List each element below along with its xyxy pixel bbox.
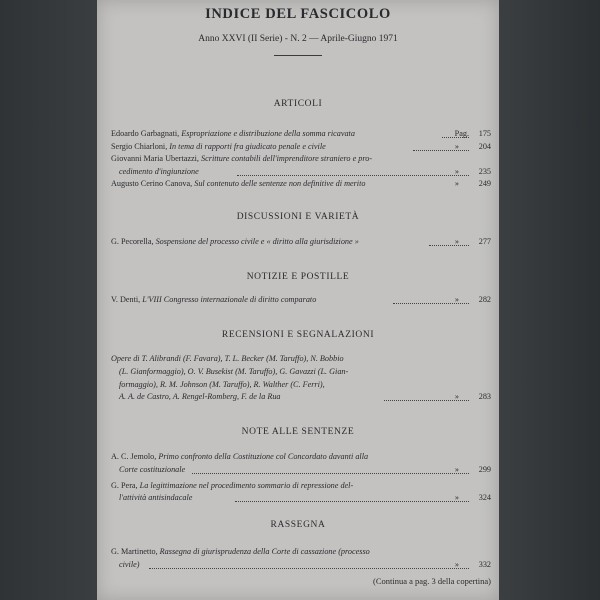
leader-dots [413, 138, 469, 151]
page-number: 204 [478, 142, 491, 151]
entry-text [111, 559, 139, 571]
leader-dots [149, 556, 469, 569]
entry-title: Opere di T. Alibrandi (F. Favara), T. L. Becker (M. Taruffo), N. Bobbio [111, 354, 344, 363]
entry-text [111, 464, 185, 476]
leader-dots [192, 461, 469, 474]
toc-entry-line [111, 236, 491, 248]
entry-title: l'attività antisindacale [119, 493, 193, 502]
page-number: 175 [478, 129, 491, 138]
entry-author: V. Denti, [111, 295, 141, 304]
section-heading: NOTIZIE E POSTILLE [246, 272, 350, 282]
toc-entry-line [111, 353, 491, 365]
entry-author: Giovanni Maria Ubertazzi, [111, 154, 199, 163]
entry-title: La legittimazione nel procedimento sommario di repressione del- [139, 481, 354, 490]
page-title: INDICE DEL FASCICOLO [205, 6, 391, 22]
page-number: 277 [478, 237, 491, 246]
background-left [0, 0, 97, 600]
entry-title: Primo confronto della Costituzione col Concordato davanti alla [158, 452, 369, 461]
toc-entry-line [111, 294, 491, 306]
entry-text [111, 236, 359, 248]
toc-entry-line [111, 559, 491, 571]
entry-text [111, 294, 316, 306]
toc-entry-line [111, 366, 491, 378]
page-prefix: » [454, 142, 459, 151]
page-number: 235 [478, 167, 491, 176]
page-number: 332 [478, 560, 491, 569]
toc-entry-line [111, 178, 491, 190]
entry-title: Scritture contabili dell'imprenditore straniero e pro- [201, 154, 373, 163]
leader-dots [429, 233, 469, 246]
page-prefix: » [454, 167, 459, 176]
section-heading: RECENSIONI E SEGNALAZIONI [221, 330, 375, 340]
entry-text [111, 141, 326, 153]
entry-text [111, 492, 192, 504]
leader-dots [235, 489, 469, 502]
entry-title: cedimento d'ingiunzione [119, 167, 199, 176]
page-number: 283 [478, 392, 491, 401]
entry-title: Corte costituzionale [119, 465, 186, 474]
continuation-note: (Continua a pag. 3 della copertina) [372, 576, 491, 586]
entry-title: In tema di rapporti fra giudicato penale e civile [169, 142, 326, 151]
entry-title: Espropriazione e distribuzione della somma ricavata [181, 129, 355, 138]
entry-title: (L. Gianformaggio), O. V. Busekist (M. Taruffo), G. Gavazzi (L. Gian- [119, 367, 349, 376]
page-number: 249 [478, 179, 491, 188]
page-prefix: » [454, 493, 459, 502]
entry-title: L'VIII Congresso internazionale di diritto comparato [142, 295, 317, 304]
page-prefix: » [454, 465, 459, 474]
toc-entry-line [111, 391, 491, 403]
entry-text [111, 166, 199, 178]
entry-author: Sergio Chiarloni, [111, 142, 168, 151]
page-prefix: » [454, 179, 459, 188]
page-prefix: » [454, 560, 459, 569]
entry-author: G. Martinetto, [111, 547, 158, 556]
page-prefix: » [454, 237, 459, 246]
page-number: 324 [478, 493, 491, 502]
entry-text [111, 353, 344, 365]
entry-title: Sospensione del processo civile e « diritto alla giurisdizione » [155, 237, 359, 246]
entry-text [111, 128, 355, 140]
issue-subtitle: Anno XXVI (II Serie) - N. 2 — Aprile-Giugno 1971 [198, 34, 398, 44]
section-heading: ARTICOLI [273, 99, 323, 109]
toc-entry-line [111, 141, 491, 153]
page-number: 282 [478, 295, 491, 304]
section-heading: RASSEGNA [270, 520, 326, 530]
entry-author: Edoardo Garbagnati, [111, 129, 180, 138]
entry-title: Sul contenuto delle sentenze non definitive di merito [194, 179, 366, 188]
page-prefix: Pag. [454, 129, 469, 138]
entry-title: Rassegna di giurisprudenza della Corte di cassazione (processo [159, 547, 370, 556]
toc-entry-line [111, 166, 491, 178]
index-page [97, 0, 499, 600]
section-heading: DISCUSSIONI E VARIETÀ [236, 212, 360, 222]
toc-entry-line [111, 492, 491, 504]
toc-entry-line [111, 464, 491, 476]
divider-rule [274, 55, 322, 56]
entry-title: formaggio), R. M. Johnson (M. Taruffo), R. Walther (C. Ferri), [119, 380, 325, 389]
page-prefix: » [454, 295, 459, 304]
page-number: 299 [478, 465, 491, 474]
entry-author: Augusto Cerino Canova, [111, 179, 193, 188]
section-heading: NOTE ALLE SENTENZE [241, 427, 355, 437]
entry-text [111, 391, 281, 403]
entry-text [111, 366, 348, 378]
background-right [499, 0, 600, 600]
entry-author: G. Pera, [111, 481, 138, 490]
entry-author: A. C. Jemolo, [111, 452, 157, 461]
entry-text [111, 379, 325, 391]
entry-author: G. Pecorella, [111, 237, 154, 246]
leader-dots [237, 163, 469, 176]
page-prefix: » [454, 392, 459, 401]
entry-title: civile) [119, 560, 140, 569]
entry-text [111, 178, 365, 190]
entry-title: A. A. de Castro, A. Rengel-Romberg, F. de la Rua [119, 392, 281, 401]
